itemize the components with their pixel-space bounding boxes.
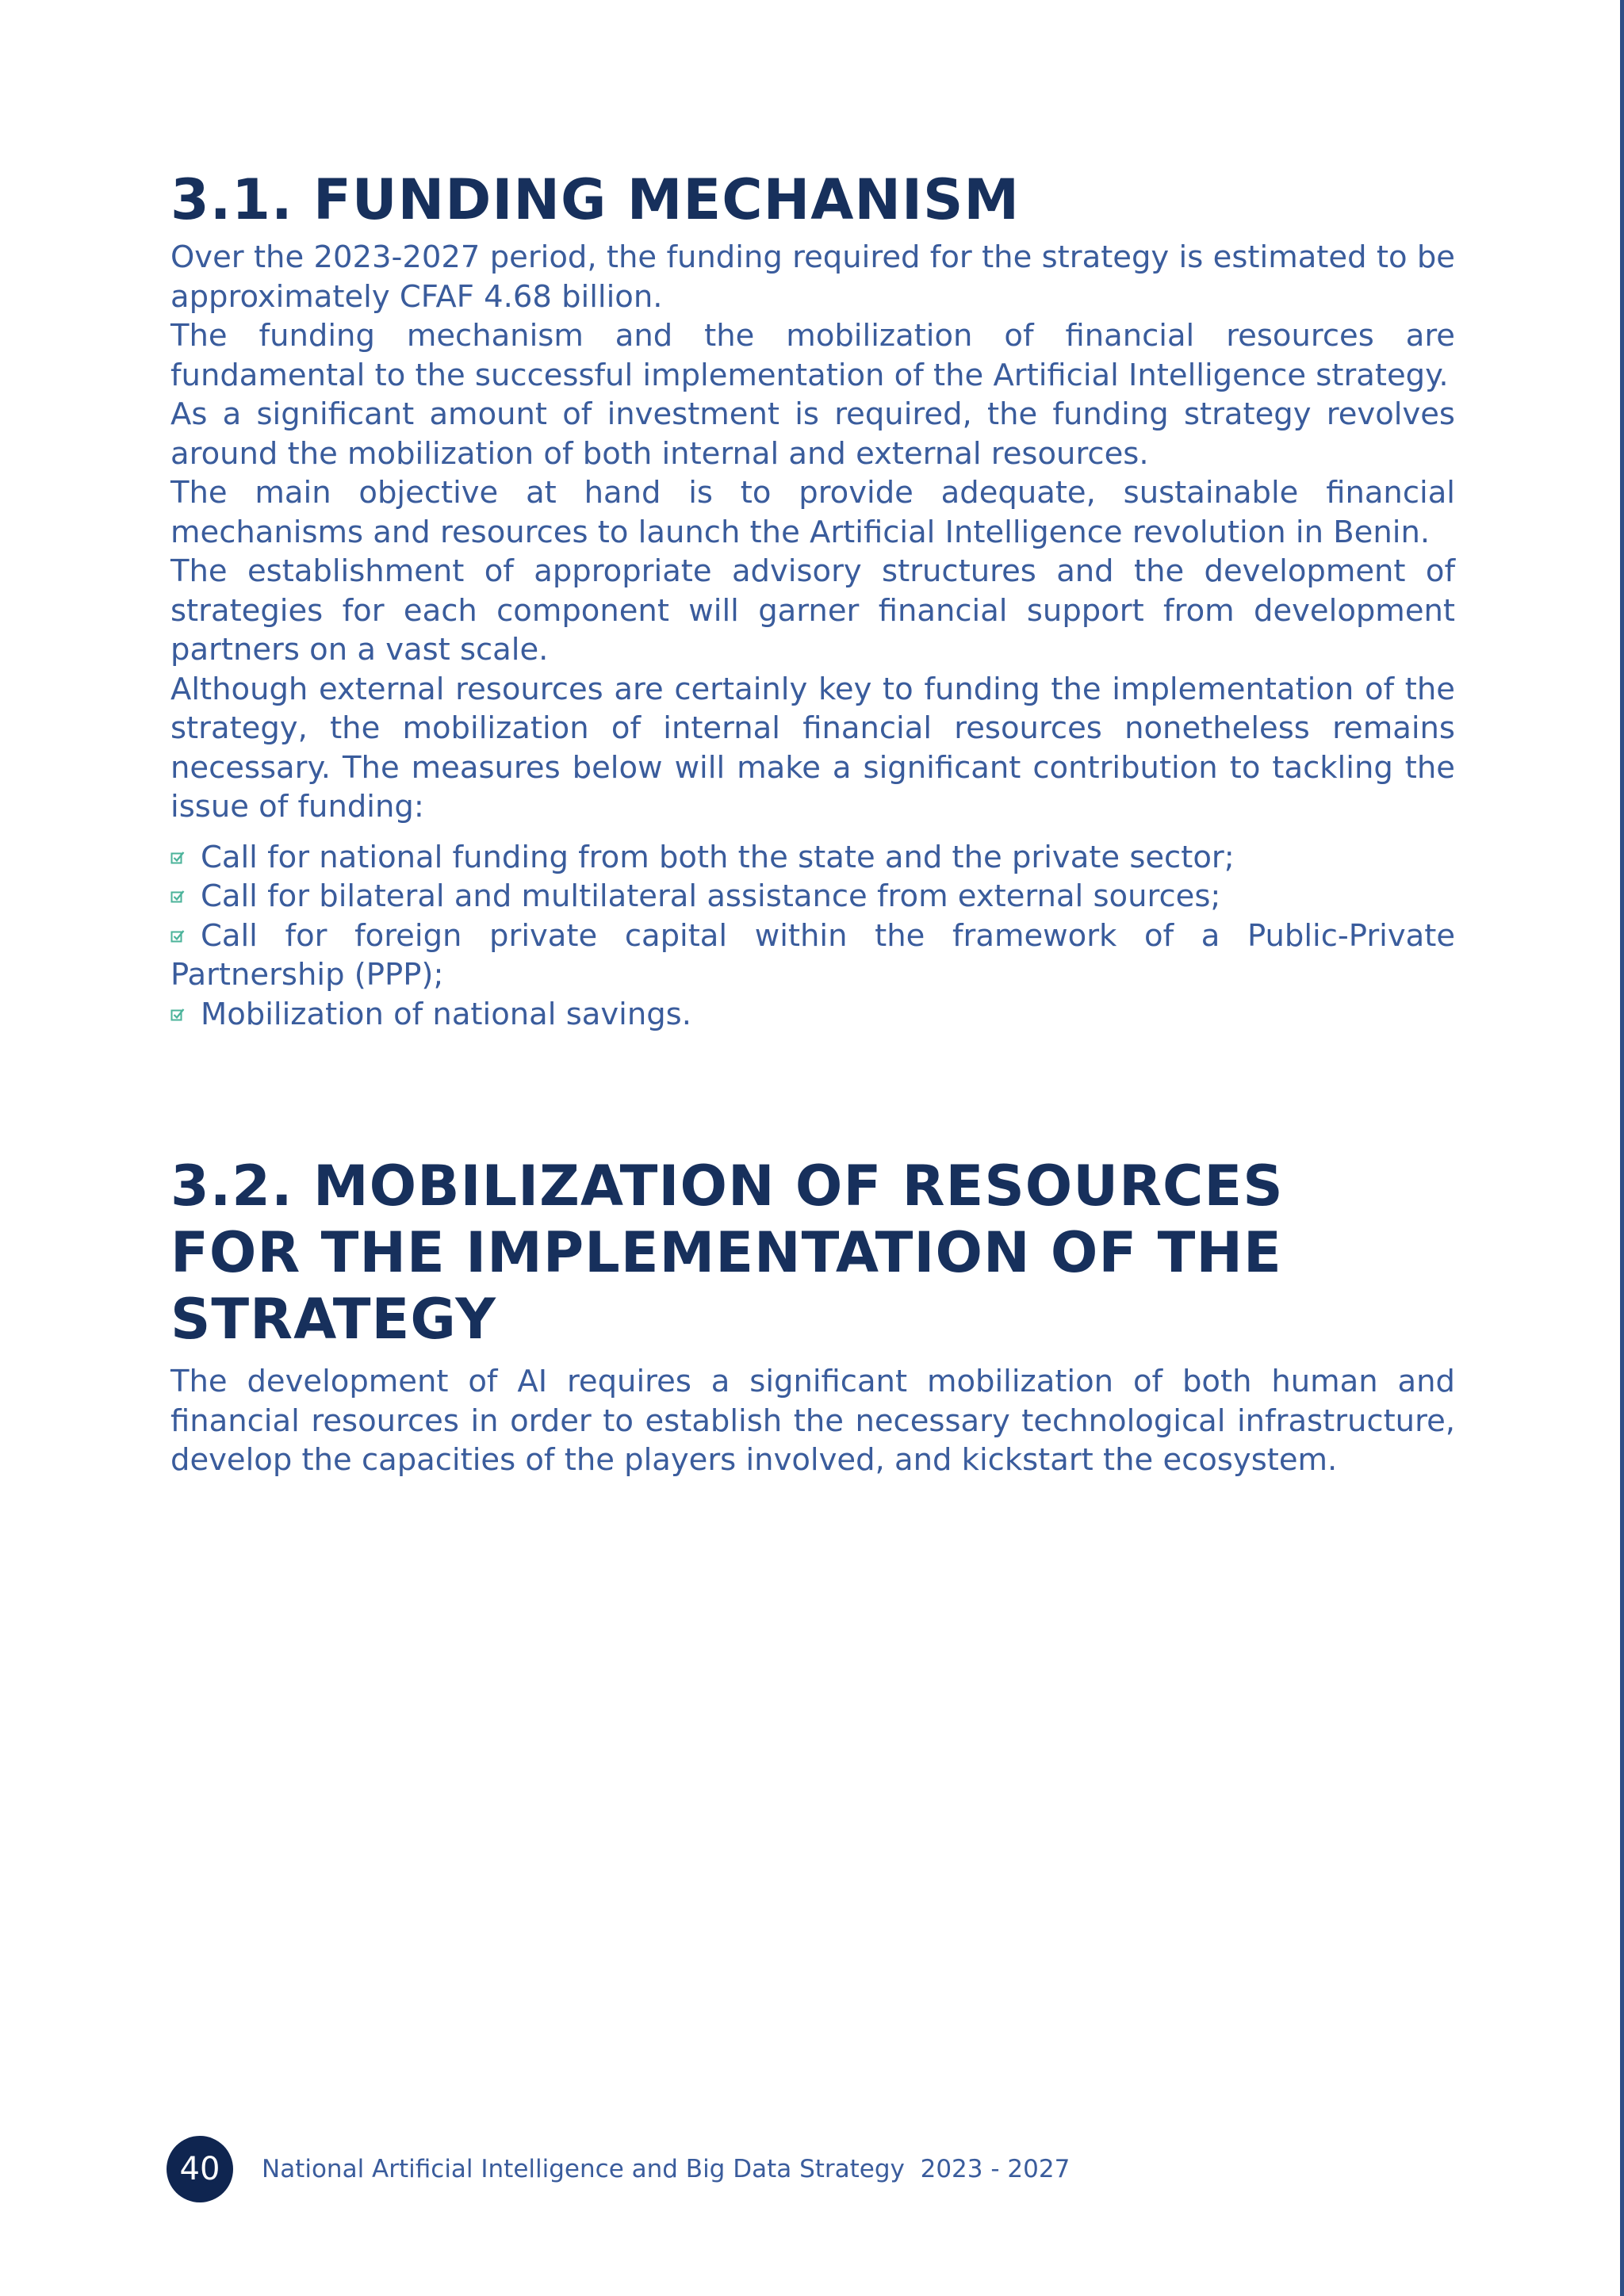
checkbox-icon [170,890,185,904]
list-item-text: Call for foreign private capital within the framework of a Public-Private Partnership (PPP); [170,917,1455,993]
list-item [170,995,1455,1035]
paragraph: Over the 2023-2027 period, the funding required for the strategy is estimated to be approximately CFAF 4.68 billion. [170,239,1455,315]
list-item [170,877,1455,916]
funding-measures-list [170,838,1455,1035]
page-content [170,166,1455,1480]
page-number-badge: 40 [167,2136,233,2202]
checkbox-icon [170,851,185,865]
paragraph: The establishment of appropriate advisory structures and the development of strategies for each component will garner financial support from development partners on a vast scale. [170,553,1455,668]
section-heading-mobilization-of-resources [170,1153,1455,1353]
list-item-text: Call for national funding from both the state and the private sector; [201,839,1235,875]
heading-line: FOR THE IMPLEMENTATION OF THE [170,1220,1282,1285]
paragraph: The main objective at hand is to provide adequate, sustainable financial mechanisms and resources to launch the Artificial Intelligence revolution in Benin. [170,475,1455,550]
checkbox-icon [170,929,185,943]
checkbox-icon [170,1008,185,1022]
page-footer [167,2136,1070,2202]
footer-title: National Artificial Intelligence and Big Data Strategy 2023 - 2027 [262,2155,1071,2183]
paragraph: The funding mechanism and the mobilization of financial resources are fundamental to the successful implementation of the Artificial Intelligence strategy. [170,318,1455,393]
list-item-text: Call for bilateral and multilateral assistance from external sources; [201,878,1221,914]
paragraph: Although external resources are certainly key to funding the implementation of the strategy, the mobilization of internal financial resources nonetheless remains necessary. The measures below will make a significant contribution to tackling the issue of funding: [170,671,1455,825]
heading-line: STRATEGY [170,1287,496,1352]
paragraph: As a significant amount of investment is required, the funding strategy revolves around the mobilization of both internal and external resources. [170,396,1455,472]
list-item [170,838,1455,878]
heading-line: 3.2. MOBILIZATION OF RESOURCES [170,1154,1284,1219]
paragraph: The development of AI requires a significant mobilization of both human and financial resources in order to establish the necessary technological infrastructure, develop the capacities of the players involved, and kickstart the ecosystem. [170,1364,1455,1478]
list-item-text: Mobilization of national savings. [201,996,691,1032]
list-item [170,916,1455,995]
section-heading-funding-mechanism: 3.1. FUNDING MECHANISM [170,167,1021,232]
page-edge-stripe [1620,0,1624,2296]
